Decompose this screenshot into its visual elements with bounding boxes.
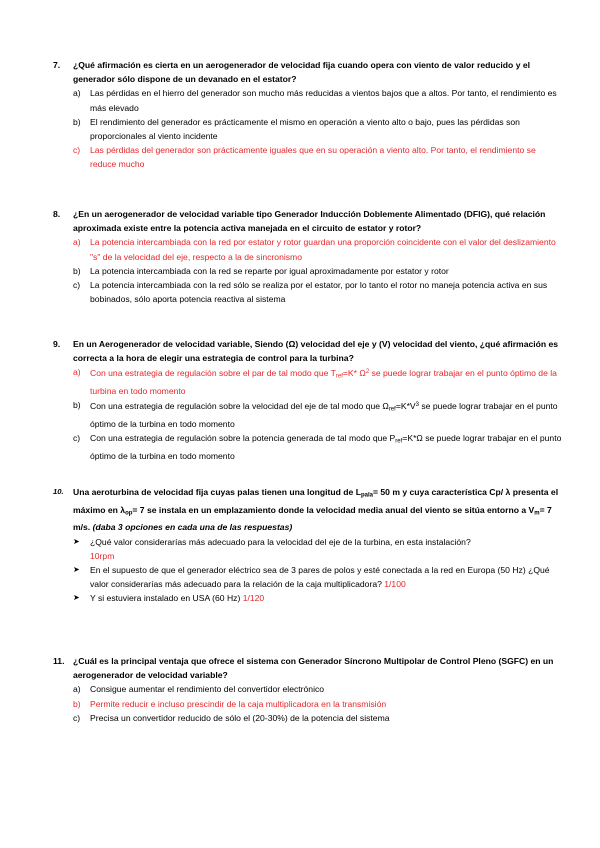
bullet-answer: 10rpm <box>90 550 115 561</box>
arrow-bullet-icon: ➤ <box>73 536 80 546</box>
question-text: ¿Cuál es la principal ventaja que ofrece el sistema con Generador Síncrono Multipolar de Control Pleno (SGFC) en un aerogenerador de velocidad variable? <box>73 656 554 681</box>
option-text: Consigue aumentar el rendimiento del convertidor electrónico <box>90 684 325 695</box>
question-9 <box>53 337 563 463</box>
option-letter: b) <box>73 698 81 709</box>
option-b <box>73 115 563 143</box>
option-c <box>73 278 563 306</box>
question-8-header <box>53 207 563 235</box>
option-c <box>73 711 563 725</box>
option-a <box>73 86 563 114</box>
option-letter: a) <box>73 684 81 695</box>
option-text: Las pérdidas del generador son prácticamente iguales que en su operación a viento alto. Por tanto, el rendimiento se reduce mucho <box>90 145 536 170</box>
bullet-2 <box>73 563 563 591</box>
question-7-header <box>53 58 563 86</box>
option-letter: b) <box>73 116 81 127</box>
question-number: 9. <box>53 339 61 349</box>
question-text: Una aeroturbina de velocidad fija cuyas palas tienen una longitud de $L_{pala}= 50$ m y cuya característica Cp/ λ presenta el máximo en $\lambda_{op}= 7$ se instala en un emplazamiento donde la velocidad media anual del viento se sitúa entorno a $V_m= 7$ m/s. (daba 3 opciones en cada una de las respuestas) <box>73 487 559 533</box>
option-a-correct <box>73 365 563 398</box>
option-text: Con una estrategia de regulación sobre la velocidad del eje de tal modo que $\Omega_{ref}=K*V^3$ se puede lograr trabajar en el punto óptimo de la turbina en todo momento <box>90 401 558 430</box>
option-letter: a) <box>73 88 81 99</box>
question-7 <box>53 58 563 172</box>
option-c-correct <box>73 143 563 171</box>
option-letter: c) <box>73 433 81 444</box>
option-text: El rendimiento del generador es prácticamente el mismo en operación a viento alto o bajo, pues las pérdidas son proporcionales al viento incidente <box>90 116 520 142</box>
option-text: La potencia intercambiada con la red sólo se realiza por el estator, por lo tanto el rotor no maneja potencia activa en sus bobinados, sólo aporta potencia reactiva al sistema <box>90 280 548 305</box>
option-b <box>73 398 563 431</box>
bullet-1 <box>73 535 563 563</box>
bullet-answer: 1/100 <box>384 579 406 590</box>
arrow-bullet-icon: ➤ <box>73 565 80 575</box>
question-9-header <box>53 337 563 365</box>
bullet-text: En el supuesto de que el generador eléctrico sea de 3 pares de polos y esté conectada a la red en Europa (50 Hz) ¿Qué valor considerarías más adecuado para la relación de la caja multiplicadora? <box>90 565 550 590</box>
question-text: ¿Qué afirmación es cierta en un aerogenerador de velocidad fija cuando opera con viento de valor reducido y el generador sólo dispone de un devanado en el estator? <box>73 60 531 85</box>
option-text: Precisa un convertidor reducido de sólo el (20-30%) de la potencia del sistema <box>90 712 390 723</box>
option-letter: a) <box>73 237 81 248</box>
option-letter: a) <box>73 367 81 378</box>
option-text: La potencia intercambiada con la red por estator y rotor guardan una proporción coincidente con el valor del deslizamiento "s" de la velocidad del eje, respecto a la de sincronismo <box>90 237 556 262</box>
bullet-text: ¿Qué valor considerarías más adecuado para la velocidad del eje de la turbina, en esta instalación? <box>90 536 471 547</box>
bullet-answer: 1/120 <box>242 593 265 604</box>
question-number: 11. <box>53 656 65 666</box>
question-number: 7. <box>53 60 61 70</box>
option-a <box>73 682 563 696</box>
option-letter: b) <box>73 400 81 411</box>
option-letter: b) <box>73 265 81 276</box>
option-c <box>73 431 563 463</box>
option-text: Con una estrategia de regulación sobre la potencia generada de tal modo que $P_{ref}=K*\Omega$ se puede lograr trabajar en el punto óptimo de la turbina en todo momento <box>90 433 562 461</box>
question-10-header <box>53 485 563 535</box>
question-number: 10. <box>53 487 64 496</box>
option-b <box>73 264 563 278</box>
option-text: La potencia intercambiada con la red se reparte por igual aproximadamente por estator y rotor <box>90 265 449 276</box>
question-10 <box>53 485 563 606</box>
option-letter: c) <box>73 280 81 291</box>
question-note: (daba 3 opciones en cada una de las respuestas) <box>92 522 293 533</box>
arrow-bullet-icon: ➤ <box>73 593 80 603</box>
option-letter: c) <box>73 145 81 156</box>
option-text: Con una estrategia de regulación sobre el par de tal modo que $T_{ref}=K*$ $\Omega^2$ se puede lograr trabajar en el punto óptimo de la turbina en todo momento <box>90 368 557 397</box>
question-11 <box>53 654 563 725</box>
bullet-3 <box>73 591 563 605</box>
option-a-correct <box>73 235 563 263</box>
question-number: 8. <box>53 209 61 219</box>
option-text: Las pérdidas en el hierro del generador son mucho más reducidas a vientos bajos que a altos. Por tanto, el rendimiento es más elevado <box>90 88 557 113</box>
question-text: En un Aerogenerador de velocidad variable, Siendo (Ω) velocidad del eje y (V) velocidad del viento, ¿qué afirmación es correcta a la hora de elegir una estrategia de control para la turbina? <box>73 339 559 364</box>
bullet-text: Y si estuviera instalado en USA (60 Hz) <box>90 593 241 604</box>
option-b-correct <box>73 697 563 711</box>
option-letter: c) <box>73 712 81 723</box>
question-text: ¿En un aerogenerador de velocidad variable tipo Generador Inducción Doblemente Alimentado (DFIG), qué relación aproximada existe entre la potencia activa manejada en el circuito de estator y rotor? <box>73 209 546 234</box>
option-text: Permite reducir e incluso prescindir de la caja multiplicadora en la transmisión <box>90 698 387 709</box>
question-11-header <box>53 654 563 682</box>
question-8 <box>53 207 563 306</box>
